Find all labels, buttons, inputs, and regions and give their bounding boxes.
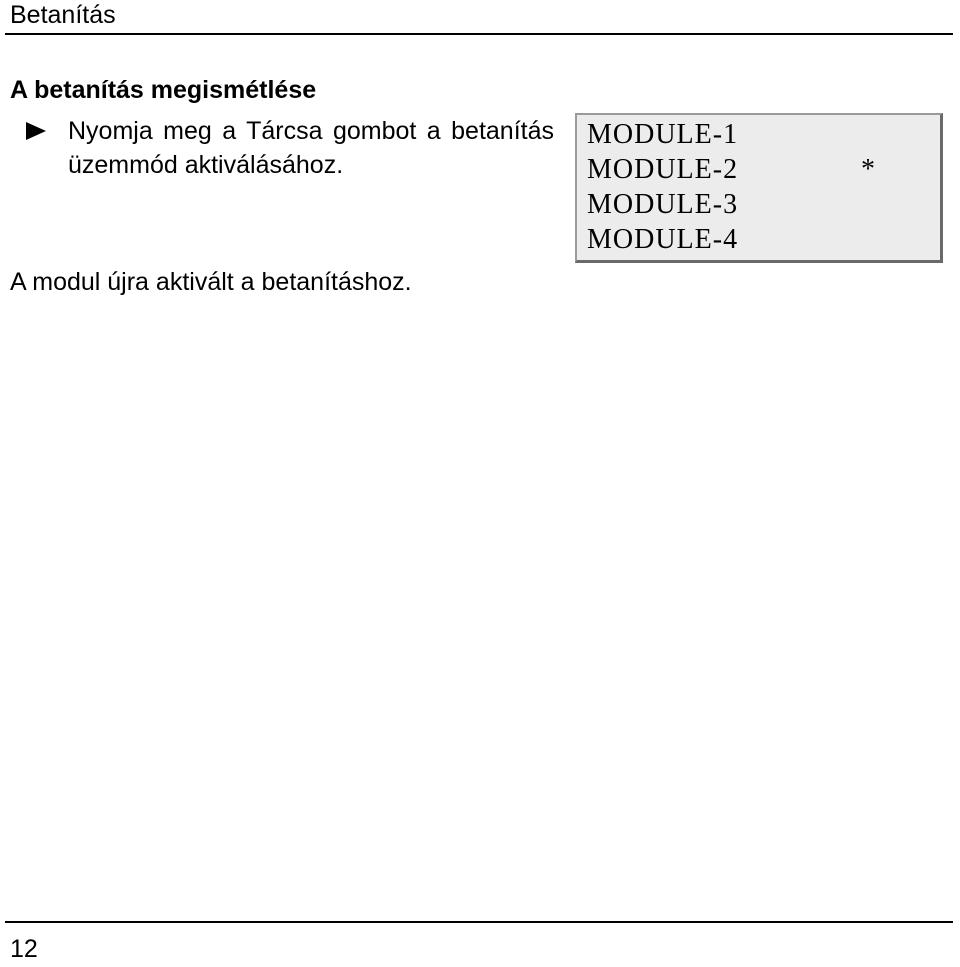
lcd-row-label: MODULE-2 (587, 154, 739, 185)
lcd-row-module-3 (587, 187, 927, 222)
lcd-row-module-1 (587, 117, 927, 152)
result-text: A modul újra aktivált a betanításhoz. (10, 268, 412, 296)
header-title: Betanítás (10, 1, 116, 29)
lcd-display (575, 113, 943, 263)
play-arrow-icon (26, 122, 46, 140)
instruction-text: Nyomja meg a Tárcsa gombot a betanítás üzemmód aktiválásához. (68, 117, 554, 179)
page-number: 12 (10, 935, 38, 963)
lcd-selected-marker: * (861, 154, 876, 185)
lcd-row-label: MODULE-3 (587, 189, 739, 220)
lcd-row-label: MODULE-1 (587, 119, 739, 150)
lcd-row-module-2 (587, 152, 927, 187)
section-title: A betanítás megismétlése (10, 76, 317, 104)
header-divider (5, 33, 953, 35)
lcd-row-module-4 (587, 222, 927, 257)
footer-divider (5, 921, 953, 923)
lcd-row-label: MODULE-4 (587, 224, 739, 255)
